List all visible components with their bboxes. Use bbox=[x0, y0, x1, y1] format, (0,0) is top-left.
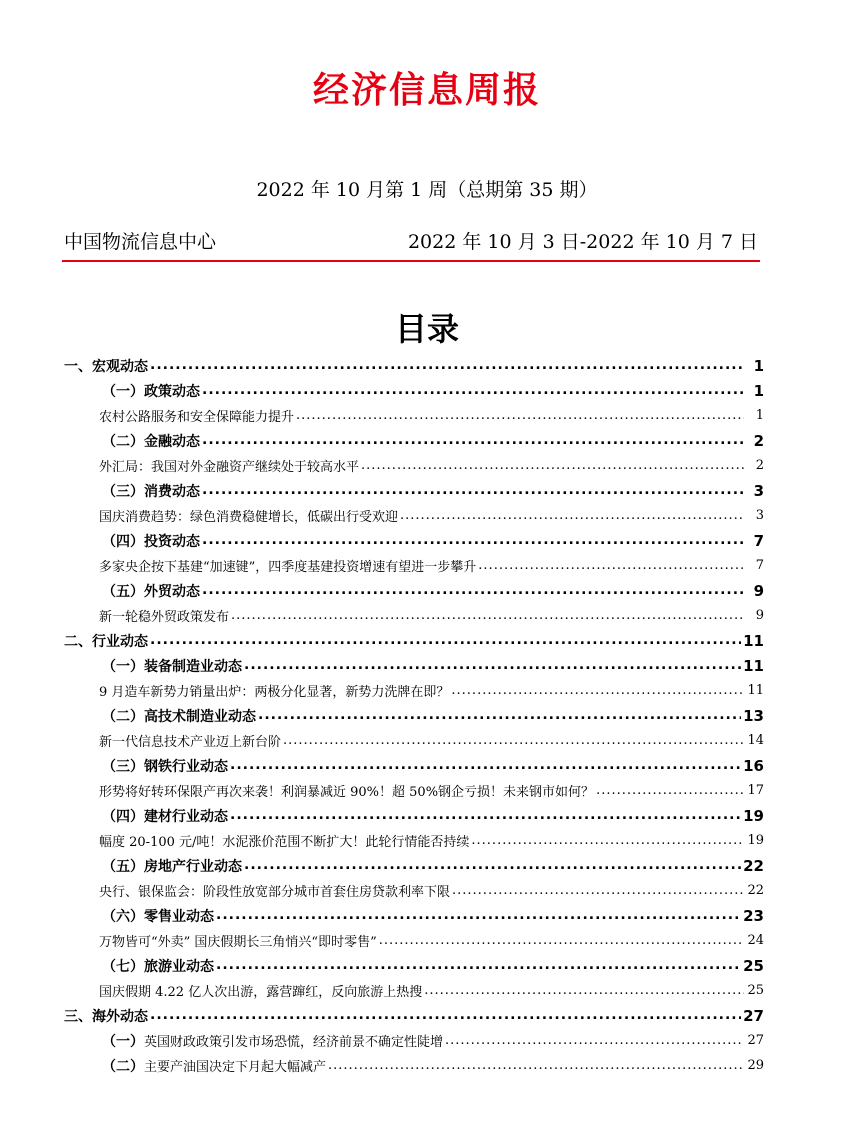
header-divider bbox=[62, 260, 760, 262]
toc-entry-title: （一）政策动态 bbox=[102, 383, 200, 400]
toc-entry[interactable] bbox=[64, 653, 764, 678]
report-title: 经济信息周报 bbox=[312, 70, 541, 111]
toc-entry[interactable] bbox=[64, 403, 764, 428]
toc-page-number: 17 bbox=[747, 783, 764, 798]
toc-dot-leader bbox=[230, 753, 741, 778]
toc-dot-leader bbox=[283, 728, 744, 753]
toc-page-number: 19 bbox=[747, 833, 764, 848]
toc-dot-leader bbox=[471, 828, 744, 853]
toc-entry-title: 新一代信息技术产业迈上新台阶 bbox=[99, 735, 282, 750]
toc-entry[interactable] bbox=[64, 603, 764, 628]
toc-page-number: 11 bbox=[743, 656, 764, 675]
toc-entry-title: （三）消费动态 bbox=[102, 483, 200, 500]
toc-dot-leader bbox=[216, 903, 741, 928]
toc-dot-leader bbox=[361, 453, 744, 478]
toc-dot-leader bbox=[150, 628, 741, 653]
toc-dot-leader bbox=[230, 803, 741, 828]
toc-dot-leader bbox=[202, 378, 744, 403]
toc-entry-title bbox=[102, 1031, 445, 1051]
toc-page-number: 22 bbox=[743, 856, 764, 875]
toc-dot-leader bbox=[258, 703, 741, 728]
toc-entry-title: 幅度 20-100 元/吨！水泥涨价范围不断扩大！此轮行情能否持续 bbox=[99, 835, 470, 850]
toc-entry[interactable] bbox=[64, 628, 764, 653]
toc-entry-title: （五）外贸动态 bbox=[102, 583, 200, 600]
toc-dot-leader bbox=[216, 953, 741, 978]
toc-entry-title: 央行、银保监会：阶段性放宽部分城市首套住房贷款利率下限 bbox=[99, 885, 451, 900]
toc-entry[interactable] bbox=[64, 528, 764, 553]
toc-page-number: 1 bbox=[755, 408, 764, 423]
toc-entry-title: 万物皆可“外卖” 国庆假期长三角悄兴“即时零售” bbox=[99, 935, 377, 950]
toc-dot-leader bbox=[244, 653, 741, 678]
toc-entry[interactable] bbox=[64, 1028, 764, 1053]
toc-entry[interactable] bbox=[64, 953, 764, 978]
toc-dot-leader bbox=[202, 578, 744, 603]
toc-page-number: 13 bbox=[743, 706, 764, 725]
toc-page-number: 3 bbox=[755, 508, 764, 523]
toc-page-number: 24 bbox=[747, 933, 764, 948]
toc-entry-title: 二、行业动态 bbox=[64, 633, 148, 650]
toc-dot-leader bbox=[202, 528, 744, 553]
toc-page-number: 29 bbox=[747, 1058, 764, 1073]
toc-page-number: 25 bbox=[747, 983, 764, 998]
toc-entry[interactable] bbox=[64, 903, 764, 928]
toc-entry-title: 新一轮稳外贸政策发布 bbox=[99, 610, 230, 625]
toc-entry-title: （六）零售业动态 bbox=[102, 908, 214, 925]
toc-page-number: 9 bbox=[755, 608, 764, 623]
toc-entry[interactable] bbox=[64, 828, 764, 853]
toc-dot-leader bbox=[296, 403, 744, 428]
toc-dot-leader bbox=[202, 428, 744, 453]
toc-entry-title: （五）房地产行业动态 bbox=[102, 858, 242, 875]
issue-number: 2022 年 10 月第 1 周（总期第 35 期） bbox=[256, 179, 598, 201]
toc-entry-title: 外汇局：我国对外金融资产继续处于较高水平 bbox=[99, 460, 360, 475]
toc-entry[interactable] bbox=[64, 703, 764, 728]
toc-dot-leader bbox=[424, 978, 744, 1003]
toc-entry-title: （三）钢铁行业动态 bbox=[102, 758, 228, 775]
toc-entry-title: 国庆消费趋势：绿色消费稳健增长，低碳出行受欢迎 bbox=[99, 510, 399, 525]
toc-entry[interactable] bbox=[64, 553, 764, 578]
toc-dot-leader bbox=[400, 503, 744, 528]
toc-dot-leader bbox=[379, 928, 744, 953]
toc-entry[interactable] bbox=[64, 1053, 764, 1078]
toc-entry[interactable] bbox=[64, 503, 764, 528]
toc-entry-title: 形势将好转环保限产再次来袭！利润暴减近 90%！超 50%钢企亏损！未来钢市如何？ bbox=[99, 785, 595, 800]
toc-entry[interactable] bbox=[64, 803, 764, 828]
toc-page-number: 27 bbox=[747, 1033, 764, 1048]
toc-dot-leader bbox=[150, 353, 744, 378]
toc-page-number: 25 bbox=[743, 956, 764, 975]
toc-entry[interactable] bbox=[64, 978, 764, 1003]
toc-page-number: 19 bbox=[743, 806, 764, 825]
toc-entry-title: 9 月造车新势力销量出炉：两极分化显著，新势力洗牌在即？ bbox=[99, 685, 450, 700]
toc-entry-prefix: （二） bbox=[102, 1058, 144, 1075]
toc-page-number: 7 bbox=[753, 531, 764, 550]
toc-entry-title: （四）投资动态 bbox=[102, 533, 200, 550]
toc-page-number: 11 bbox=[747, 683, 764, 698]
toc-page-number: 16 bbox=[743, 756, 764, 775]
toc-page-number: 3 bbox=[753, 481, 764, 500]
toc-entry[interactable] bbox=[64, 428, 764, 453]
toc-entry-title: 农村公路服务和安全保障能力提升 bbox=[99, 410, 295, 425]
toc-entry-prefix: （一） bbox=[102, 1033, 144, 1050]
toc-entry[interactable] bbox=[64, 728, 764, 753]
toc-entry[interactable] bbox=[64, 353, 764, 378]
toc-page-number: 1 bbox=[753, 381, 764, 400]
toc-dot-leader bbox=[244, 853, 741, 878]
toc-entry-title: （二）金融动态 bbox=[102, 433, 200, 450]
toc-heading: 目录 bbox=[394, 310, 459, 348]
toc-entry[interactable] bbox=[64, 453, 764, 478]
toc-page-number: 11 bbox=[743, 631, 764, 650]
toc-dot-leader bbox=[596, 778, 744, 803]
toc-page-number: 2 bbox=[753, 431, 764, 450]
toc-entry[interactable] bbox=[64, 478, 764, 503]
toc-dot-leader bbox=[328, 1053, 744, 1078]
toc-entry[interactable] bbox=[64, 928, 764, 953]
toc-entry-title: 国庆假期 4.22 亿人次出游，露营蹿红，反向旅游上热搜 bbox=[99, 985, 423, 1000]
toc-entry[interactable] bbox=[64, 778, 764, 803]
toc-dot-leader bbox=[150, 1003, 741, 1028]
toc-dot-leader bbox=[445, 1028, 744, 1053]
toc-dot-leader bbox=[478, 553, 744, 578]
toc-entry[interactable] bbox=[64, 578, 764, 603]
toc-page-number: 9 bbox=[753, 581, 764, 600]
toc-dot-leader bbox=[452, 878, 744, 903]
toc-entry-title bbox=[102, 1056, 328, 1076]
toc-dot-leader bbox=[202, 478, 744, 503]
date-range: 2022 年 10 月 3 日-2022 年 10 月 7 日 bbox=[407, 231, 758, 253]
toc-entry-title: （一）装备制造业动态 bbox=[102, 658, 242, 675]
toc-entry-text: 英国财政政策引发市场恐慌，经济前景不确定性陡增 bbox=[144, 1034, 444, 1050]
toc-entry-title: （四）建材行业动态 bbox=[102, 808, 228, 825]
toc-entry-title: 多家央企按下基建“加速键”，四季度基建投资增速有望进一步攀升 bbox=[99, 560, 477, 575]
toc-entry-title: 三、海外动态 bbox=[64, 1008, 148, 1025]
toc-entry-text: 主要产油国决定下月起大幅减产 bbox=[144, 1059, 327, 1075]
toc-dot-leader bbox=[231, 603, 744, 628]
toc-dot-leader bbox=[451, 678, 744, 703]
table-of-contents bbox=[64, 353, 764, 1078]
toc-page-number: 23 bbox=[743, 906, 764, 925]
toc-entry[interactable] bbox=[64, 378, 764, 403]
organization-name: 中国物流信息中心 bbox=[64, 231, 217, 253]
toc-page-number: 7 bbox=[755, 558, 764, 573]
toc-page-number: 2 bbox=[755, 458, 764, 473]
toc-entry[interactable] bbox=[64, 678, 764, 703]
toc-entry-title: （七）旅游业动态 bbox=[102, 958, 214, 975]
toc-page-number: 14 bbox=[747, 733, 764, 748]
toc-entry[interactable] bbox=[64, 853, 764, 878]
toc-page-number: 22 bbox=[747, 883, 764, 898]
toc-entry[interactable] bbox=[64, 878, 764, 903]
toc-entry-title: 一、宏观动态 bbox=[64, 358, 148, 375]
toc-entry-title: （二）高技术制造业动态 bbox=[102, 708, 256, 725]
toc-page-number: 1 bbox=[753, 356, 764, 375]
toc-page-number: 27 bbox=[743, 1006, 764, 1025]
toc-entry[interactable] bbox=[64, 1003, 764, 1028]
toc-entry[interactable] bbox=[64, 753, 764, 778]
